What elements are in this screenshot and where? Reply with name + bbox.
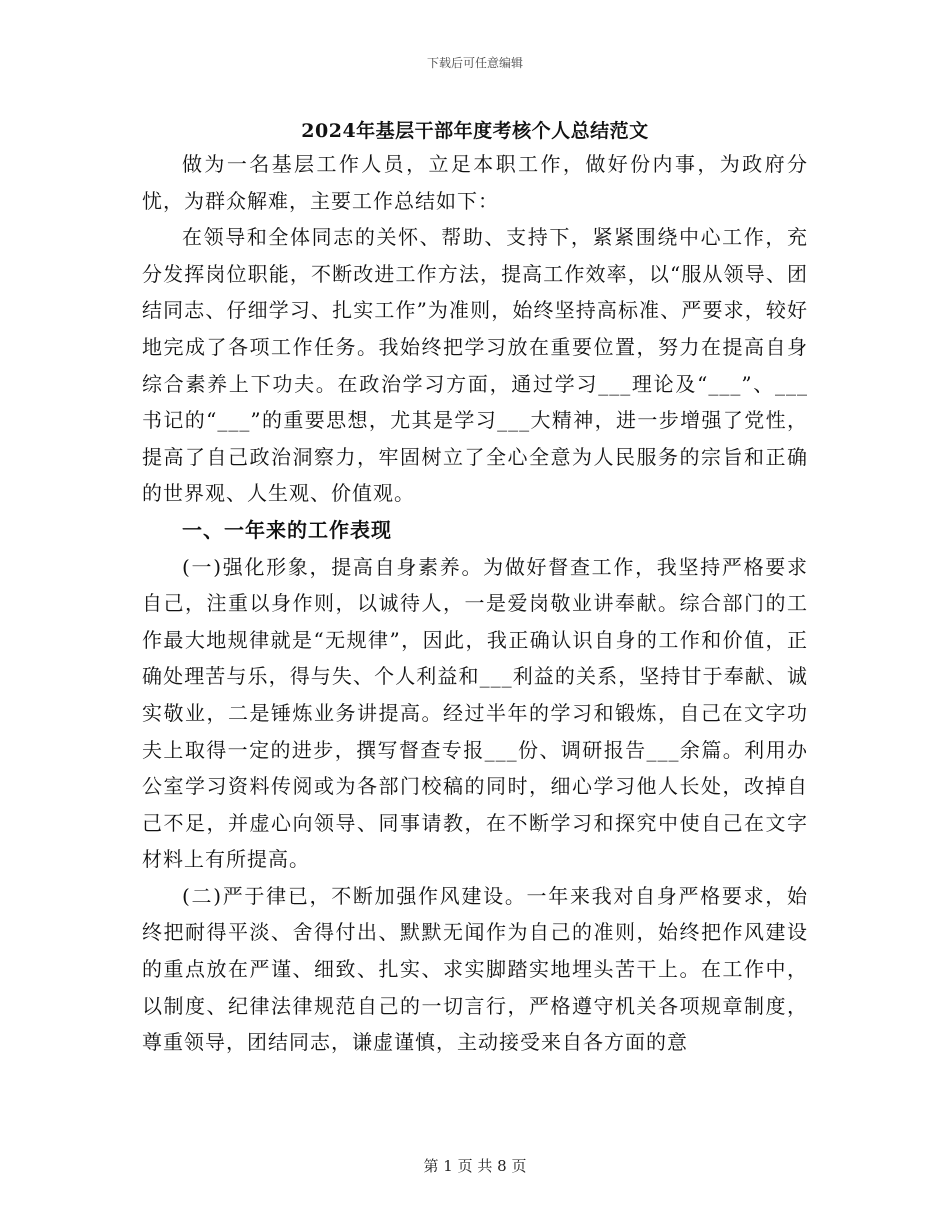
subsection-2-paragraph: (二)严于律已，不断加强作风建设。一年来我对自身严格要求，始终把耐得平淡、舍得付出、默默无闻作为自己的准则，始终把作风建设的重点放在严谨、细致、扎实、求实脚踏实地埋头苦干上。在工作中，以制度、纪律法律规范自己的一切言行，严格遵守机关各项规章制度，尊重领导，团结同志，谦虚谨慎，主动接受来自各方面的意 (142, 883, 808, 1055)
page-number-footer: 第 1 页 共 8 页 (423, 1157, 527, 1175)
document-title: 2024年基层干部年度考核个人总结范文 (301, 120, 649, 142)
document-body (142, 146, 808, 1061)
section-heading: 一、一年来的工作表现 (182, 517, 392, 542)
page-header-note: 下载后可任意编辑 (426, 56, 523, 70)
intro-paragraph: 做为一名基层工作人员，立足本职工作，做好份内事，为政府分忧，为群众解难，主要工作总结如下： (142, 152, 808, 213)
overview-paragraph: 在领导和全体同志的关怀、帮助、支持下，紧紧围绕中心工作，充分发挥岗位职能，不断改进工作方法，提高工作效率，以“服从领导、团结同志、仔细学习、扎实工作”为准则，始终坚持高标准、严要求，较好地完成了各项工作任务。我始终把学习放在重要位置，努力在提高自身综合素养上下功夫。在政治学习方面，通过学习___理论及“___”、___书记的“___”的重要思想，尤其是学习___大精神，进一步增强了党性，提高了自己政治洞察力，牢固树立了全心全意为人民服务的宗旨和正确的世界观、人生观、价值观。 (142, 225, 808, 506)
subsection-1-paragraph: (一)强化形象，提高自身素养。为做好督查工作，我坚持严格要求自己，注重以身作则，以诚待人，一是爱岗敬业讲奉献。综合部门的工作最大地规律就是“无规律”，因此，我正确认识自身的工作和价值，正确处理苦与乐，得与失、个人利益和___利益的关系，坚持甘于奉献、诚实敬业，二是锤炼业务讲提高。经过半年的学习和锻炼，自己在文字功夫上取得一定的进步，撰写督查专报___份、调研报告___余篇。利用办公室学习资料传阅或为各部门校稿的同时，细心学习他人长处，改掉自己不足，并虚心向领导、同事请教，在不断学习和探究中使自己在文字材料上有所提高。 (142, 554, 808, 872)
